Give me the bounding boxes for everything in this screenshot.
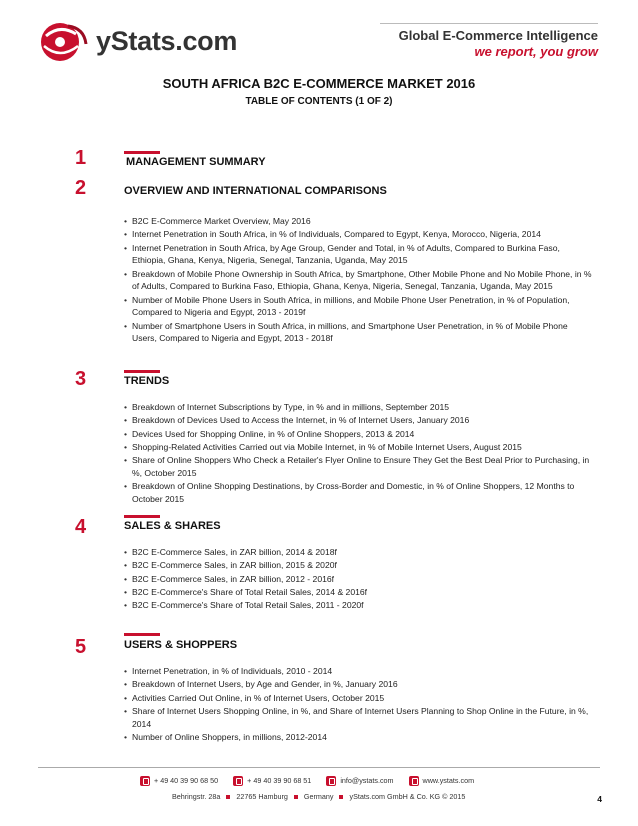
section-title-1: MANAGEMENT SUMMARY xyxy=(126,156,266,168)
footer-country: Germany xyxy=(303,792,334,801)
footer-company: yStats.com GmbH & Co. KG © 2015 xyxy=(349,792,466,801)
list-item: • Breakdown of Mobile Phone Ownership in South Africa, by Smartphone, Other Mobile Phone and No Mobile Phone, in % of Adults, Compared to Burkina Faso, Ethiopia, Ghana, Kenya, Nigeria, Senegal, Tanzania, Uganda, May 2015 xyxy=(124,268,594,293)
list-item: • Breakdown of Online Shopping Destinations, by Cross-Border and Domestic, in % of Online Shoppers, 12 Months to October 2015 xyxy=(124,480,594,505)
footer-email[interactable] xyxy=(326,776,393,786)
header-divider xyxy=(380,23,598,24)
page-number: 4 xyxy=(597,794,602,804)
list-item: • B2C E-Commerce's Share of Total Retail Sales, 2011 - 2020f xyxy=(124,599,594,612)
phone-icon xyxy=(140,776,150,786)
section-accent-bar-1 xyxy=(124,151,160,154)
footer-phone xyxy=(140,776,218,786)
footer-street: Behringstr. 28a xyxy=(172,792,221,801)
footer-address xyxy=(172,792,465,801)
section-items-2 xyxy=(124,215,594,346)
list-item: • Number of Online Shoppers, in millions, 2012-2014 xyxy=(124,731,594,744)
list-item: • Number of Mobile Phone Users in South Africa, in millions, and Mobile Phone User Penetration, in % of Population, Compared to Nigeria and Egypt, 2013 - 2019f xyxy=(124,294,594,319)
section-title-4: SALES & SHARES xyxy=(124,520,221,532)
list-item: • Breakdown of Devices Used to Access the Internet, in % of Internet Users, January 2016 xyxy=(124,414,594,427)
footer-website[interactable] xyxy=(409,776,475,786)
section-items-5 xyxy=(124,665,594,744)
footer-email-text[interactable]: info@ystats.com xyxy=(340,776,394,786)
footer-fax xyxy=(233,776,311,786)
section-number-4: 4 xyxy=(75,516,87,538)
list-item: • B2C E-Commerce Sales, in ZAR billion, 2015 & 2020f xyxy=(124,559,594,572)
footer-website-text[interactable]: www.ystats.com xyxy=(422,776,475,786)
tagline-line-2: we report, you grow xyxy=(474,44,598,59)
list-item: • Share of Online Shoppers Who Check a Retailer's Flyer Online to Ensure They Get the Best Deal Prior to Purchasing, in %, October 2015 xyxy=(124,454,594,479)
ystats-logo xyxy=(34,20,238,64)
list-item: • B2C E-Commerce Sales, in ZAR billion, 2012 - 2016f xyxy=(124,573,594,586)
list-item: • Devices Used for Shopping Online, in % of Online Shoppers, 2013 & 2014 xyxy=(124,428,594,441)
section-number-5: 5 xyxy=(75,636,87,658)
section-title-2: OVERVIEW AND INTERNATIONAL COMPARISONS xyxy=(124,185,387,197)
logo-text: yStats.com xyxy=(96,26,238,56)
section-title-3: TRENDS xyxy=(124,375,170,387)
list-item: • Internet Penetration in South Africa, by Age Group, Gender and Total, in % of Adults, Compared to Burkina Faso, Ethiopia, Ghana, Kenya, Nigeria, Senegal, Tanzania, Uganda, May 2015 xyxy=(124,242,594,267)
ystats-globe-icon xyxy=(34,20,90,64)
list-item: • Internet Penetration in South Africa, in % of Individuals, Compared to Egypt, Kenya, Morocco, Nigeria, 2014 xyxy=(124,228,594,241)
separator-square xyxy=(339,795,343,799)
section-accent-bar-3 xyxy=(124,370,160,373)
fax-icon xyxy=(233,776,243,786)
globe-icon xyxy=(409,776,419,786)
tagline-line-1: Global E-Commerce Intelligence xyxy=(398,28,598,43)
document-title: SOUTH AFRICA B2C E-COMMERCE MARKET 2016 xyxy=(162,76,476,91)
footer-contacts xyxy=(140,776,487,786)
footer-fax-text: + 49 40 39 90 68 51 xyxy=(247,776,312,786)
section-accent-bar-5 xyxy=(124,633,160,636)
list-item: • Internet Penetration, in % of Individuals, 2010 - 2014 xyxy=(124,665,594,678)
document-subtitle: TABLE OF CONTENTS (1 OF 2) xyxy=(245,96,393,107)
section-number-1: 1 xyxy=(75,147,87,169)
footer-phone-text: + 49 40 39 90 68 50 xyxy=(154,776,219,786)
section-number-2: 2 xyxy=(75,177,87,199)
footer-divider xyxy=(38,767,600,768)
list-item: • B2C E-Commerce Sales, in ZAR billion, 2014 & 2018f xyxy=(124,546,594,559)
section-number-3: 3 xyxy=(75,368,87,390)
list-item: • Share of Internet Users Shopping Online, in %, and Share of Internet Users Planning to Shop Online in the Future, in %, 2014 xyxy=(124,705,594,730)
section-items-3 xyxy=(124,401,594,506)
section-items-4 xyxy=(124,546,594,612)
list-item: • Activities Carried Out Online, in % of Internet Users, October 2015 xyxy=(124,692,594,705)
section-accent-bar-4 xyxy=(124,515,160,518)
list-item: • B2C E-Commerce Market Overview, May 2016 xyxy=(124,215,594,228)
separator-square xyxy=(226,795,230,799)
list-item: • Breakdown of Internet Users, by Age and Gender, in %, January 2016 xyxy=(124,678,594,691)
list-item: • Breakdown of Internet Subscriptions by Type, in % and in millions, September 2015 xyxy=(124,401,594,414)
separator-square xyxy=(294,795,298,799)
list-item: • Shopping-Related Activities Carried out via Mobile Internet, in % of Mobile Internet Users, August 2015 xyxy=(124,441,594,454)
section-title-5: USERS & SHOPPERS xyxy=(124,639,238,651)
footer-city: 22765 Hamburg xyxy=(236,792,288,801)
list-item: • B2C E-Commerce's Share of Total Retail Sales, 2014 & 2016f xyxy=(124,586,594,599)
tagline xyxy=(399,28,598,59)
email-icon xyxy=(326,776,336,786)
list-item: • Number of Smartphone Users in South Africa, in millions, and Smartphone User Penetration, in % of Mobile Phone Users, Compared to Nigeria and Egypt, 2013 - 2018f xyxy=(124,320,594,345)
